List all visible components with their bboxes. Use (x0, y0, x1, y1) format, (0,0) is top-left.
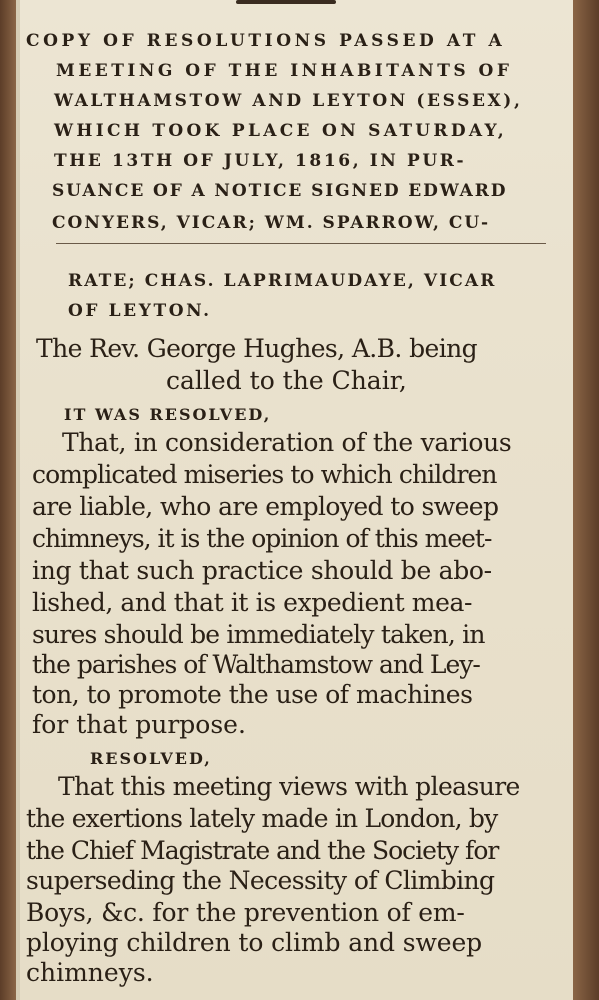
top-ornament-rule (236, 0, 336, 4)
column-break-rule (56, 243, 546, 244)
frame-left-edge (0, 0, 16, 1000)
resolution-line: chimneys, it is the opinion of this meet- (32, 524, 492, 553)
resolution-line: That this meeting views with pleasure (58, 772, 520, 801)
paper-edge (16, 0, 20, 1000)
resolution-line: the exertions lately made in London, by (26, 804, 498, 833)
resolution-line: ton, to promote the use of machines (32, 680, 473, 709)
chair-line: called to the Chair, (166, 366, 407, 395)
heading-line: THE 13TH OF JULY, 1816, IN PUR- (54, 151, 467, 171)
heading-line: OF LEYTON. (68, 301, 212, 321)
resolution-line: the parishes of Walthamstow and Ley- (32, 650, 480, 679)
frame-right-edge (573, 0, 599, 1000)
resolution-line: Boys, &c. for the prevention of em- (26, 898, 465, 927)
heading-line: WHICH TOOK PLACE ON SATURDAY, (54, 121, 507, 141)
resolution-line: chimneys. (26, 958, 154, 987)
heading-line: MEETING OF THE INHABITANTS OF (56, 61, 513, 81)
resolution-line: the Chief Magistrate and the Society for (26, 836, 499, 865)
resolution-line: That, in consideration of the various (62, 428, 512, 457)
resolution-line: ing that such practice should be abo- (32, 556, 492, 585)
newspaper-clipping (16, 0, 573, 1000)
resolution-line: lished, and that it is expedient mea- (32, 588, 473, 617)
resolution-line: are liable, who are employed to sweep (32, 492, 499, 521)
chair-line: The Rev. George Hughes, A.B. being (36, 334, 477, 363)
resolution-line: for that purpose. (32, 710, 246, 739)
resolution-line: superseding the Necessity of Climbing (26, 866, 495, 895)
resolution-line: complicated miseries to which children (32, 460, 497, 489)
heading-line: RATE; CHAS. LAPRIMAUDAYE, VICAR (68, 271, 497, 291)
heading-line: COPY OF RESOLUTIONS PASSED AT A (26, 31, 506, 51)
heading-line: SUANCE OF A NOTICE SIGNED EDWARD (52, 181, 508, 201)
resolved-label: IT WAS RESOLVED, (64, 405, 272, 424)
resolved-label: RESOLVED, (90, 749, 212, 768)
heading-line: CONYERS, VICAR; WM. SPARROW, CU- (52, 213, 491, 233)
heading-line: WALTHAMSTOW AND LEYTON (ESSEX), (54, 91, 523, 111)
resolution-line: ploying children to climb and sweep (26, 928, 483, 957)
resolution-line: sures should be immediately taken, in (32, 620, 485, 649)
